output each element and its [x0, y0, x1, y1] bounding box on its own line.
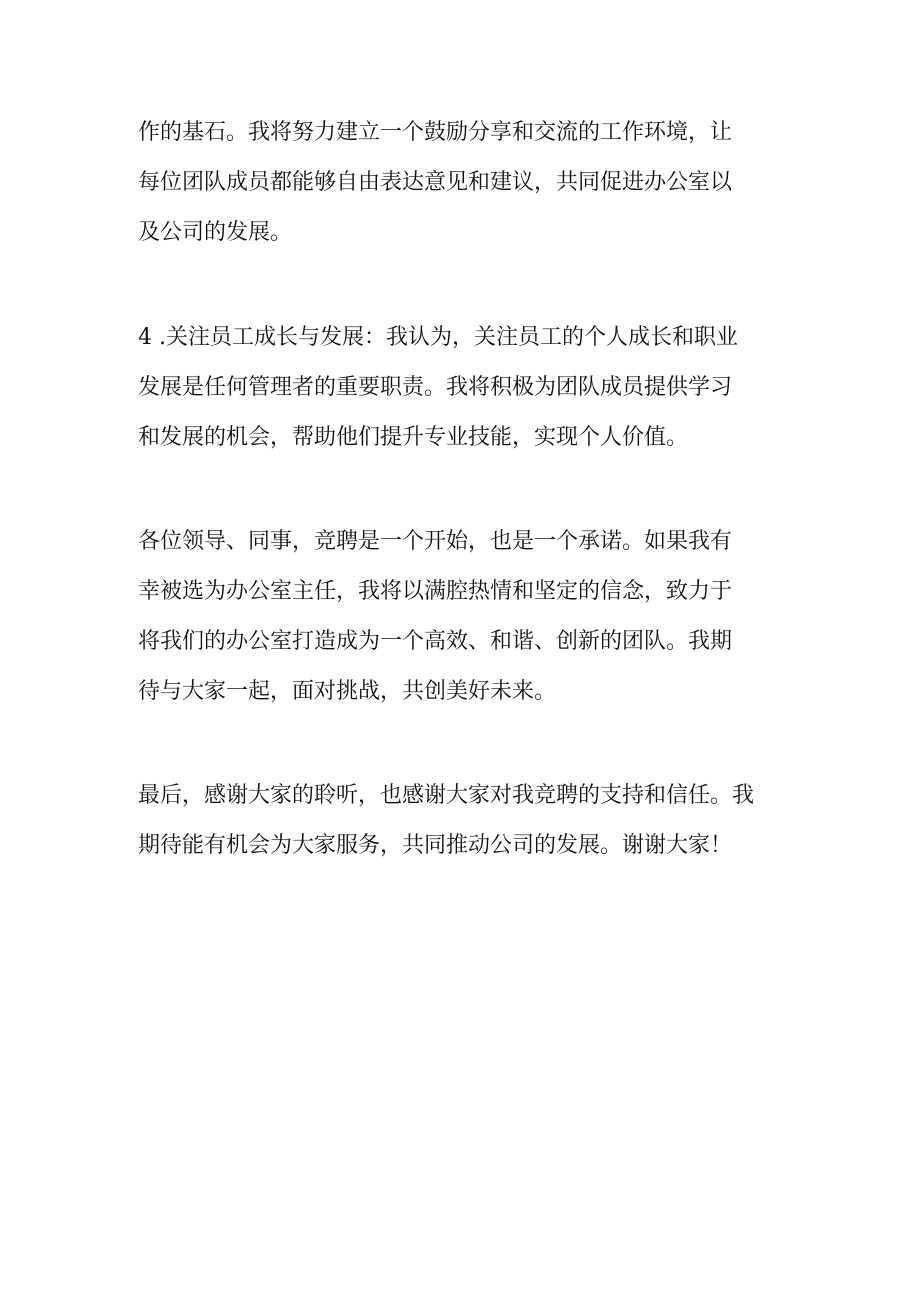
paragraph-commitment: [138, 517, 788, 717]
paragraph-workplace-environment: [138, 108, 788, 258]
text-line: 幸被选为办公室主任，我将以满腔热情和坚定的信念，致力于: [138, 579, 733, 604]
text-line: 和发展的机会，帮助他们提升专业技能，实现个人价值。: [138, 425, 689, 450]
text-line: 作的基石。我将努力建立一个鼓励分享和交流的工作环境，让: [138, 120, 733, 145]
text-line: 期待能有机会为大家服务，共同推动公司的发展。谢谢大家！: [138, 833, 733, 858]
text-line: 发展是任何管理者的重要职责。我将积极为团队成员提供学习: [138, 375, 733, 400]
text-line: 将我们的办公室打造成为一个高效、和谐、创新的团队。我期: [138, 629, 733, 654]
text-line: 每位团队成员都能够自由表达意见和建议，共同促进办公室以: [138, 170, 733, 195]
paragraph-employee-growth: [138, 313, 788, 463]
text-line: 最后，感谢大家的聆听，也感谢大家对我竞聘的支持和信任。我: [138, 783, 755, 808]
text-line: 各位领导、同事，竞聘是一个开始，也是一个承诺。如果我有: [138, 529, 733, 554]
text-line: 及公司的发展。: [138, 220, 293, 245]
paragraph-closing-thanks: [138, 771, 788, 871]
text-line: 待与大家一起，面对挑战，共创美好未来。: [138, 679, 557, 704]
text-line: 4 .关注员工成长与发展：我认为，关注员工的个人成长和职业: [138, 325, 738, 350]
